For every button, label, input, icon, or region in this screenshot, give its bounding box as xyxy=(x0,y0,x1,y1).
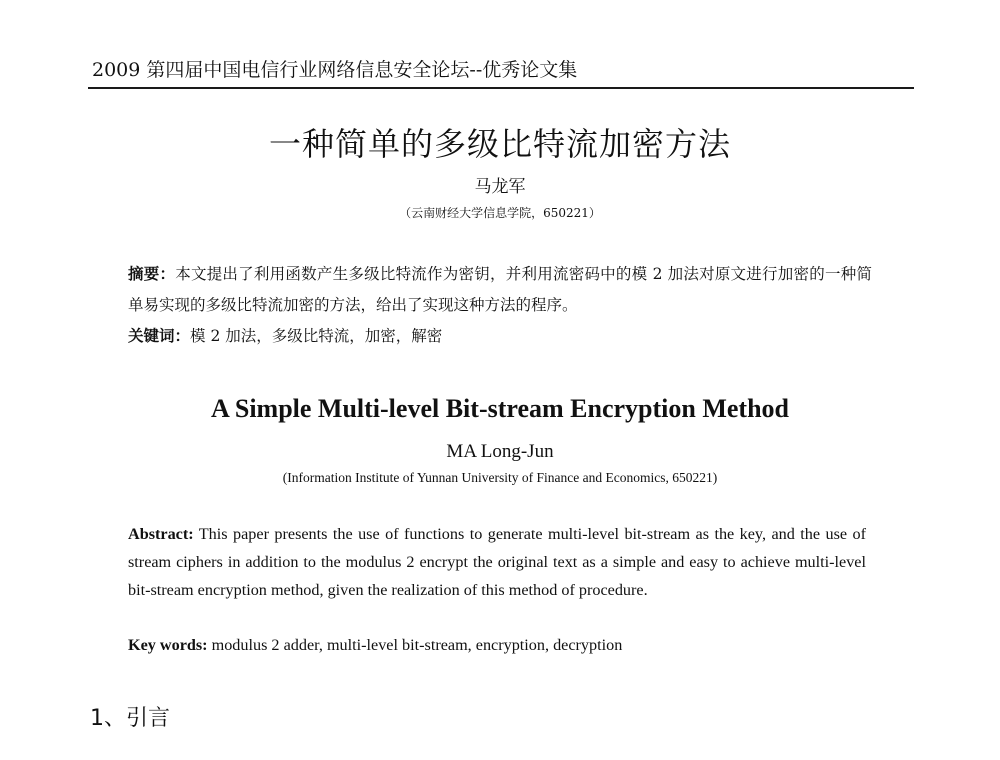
running-header: 2009 第四届中国电信行业网络信息安全论坛--优秀论文集 xyxy=(92,59,578,81)
section-1-heading: 1、引言 xyxy=(90,706,170,731)
chinese-abstract-text: 本文提出了利用函数产生多级比特流作为密钥，并利用流密码中的模 2 加法对原文进行加密的一种简单易实现的多级比特流加密的方法，给出了实现这种方法的程序。 xyxy=(128,265,872,314)
cut-off-body-line xyxy=(128,750,913,760)
chinese-keywords-label: 关键词： xyxy=(128,326,191,345)
english-affiliation: (Information Institute of Yunnan University of Finance and Economics, 650221) xyxy=(282,470,718,485)
english-title: A Simple Multi-level Bit-stream Encryption Method xyxy=(211,394,789,423)
english-keywords xyxy=(128,631,872,659)
header-rule xyxy=(88,87,914,89)
chinese-affiliation: （云南财经大学信息学院，650221） xyxy=(399,206,601,220)
chinese-title: 一种简单的多级比特流加密方法 xyxy=(268,125,731,163)
chinese-author: 马龙军 xyxy=(474,177,526,197)
english-abstract xyxy=(128,520,866,604)
english-abstract-label: Abstract: xyxy=(128,525,194,543)
chinese-abstract xyxy=(128,258,872,321)
chinese-keywords xyxy=(128,320,872,352)
english-keywords-text: modulus 2 adder, multi-level bit-stream, encryption, decryption xyxy=(211,636,623,654)
chinese-keywords-text: 模 2 加法，多级比特流，加密，解密 xyxy=(190,327,443,345)
chinese-abstract-label: 摘要： xyxy=(128,264,176,283)
english-author: MA Long-Jun xyxy=(446,441,554,462)
english-abstract-text: This paper presents the use of functions to generate multi-level bit-stream as the key, and the use of stream ciphers in addition to the modulus 2 encrypt the original text as a simple and easy to achieve multi-level bit-stream encryption method, given the realization of this method of procedure. xyxy=(128,525,866,599)
english-keywords-label: Key words: xyxy=(128,636,208,654)
